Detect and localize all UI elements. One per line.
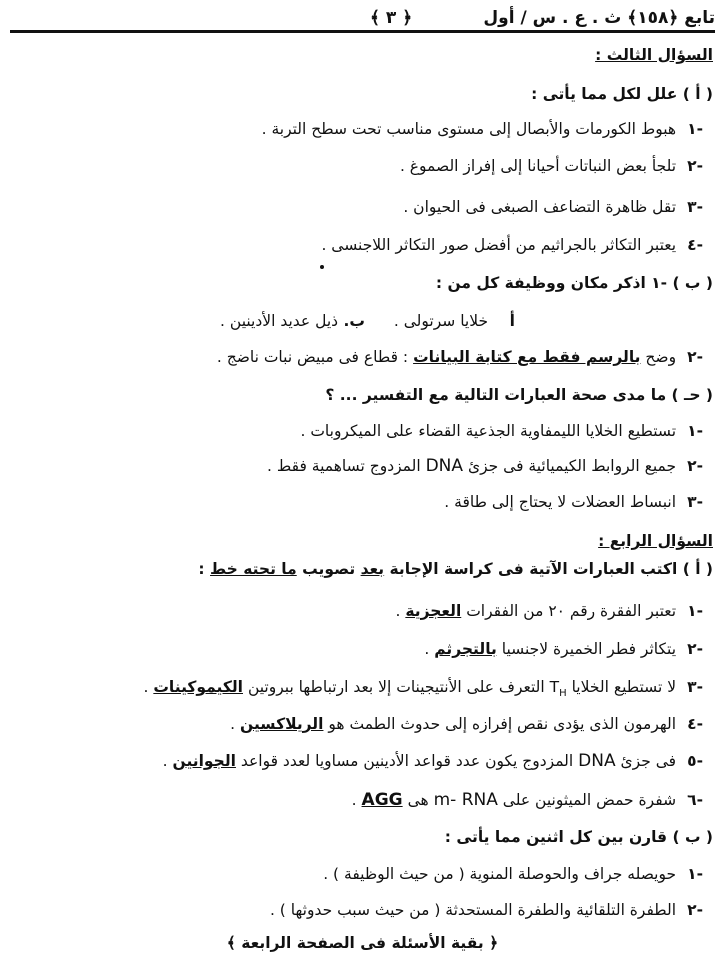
header-title: تابع ﴿١٥٨﴾ ث . ع . س / أول xyxy=(483,7,715,28)
q4b-label: ( ب ) قارن بين كل اثنين مما يأتى : xyxy=(444,828,713,846)
q4a-item-1: -١ تعتبر الفقرة رقم ٢٠ من الفقرات العجزية . xyxy=(395,602,703,620)
q3c-item-1: -١ تستطيع الخلايا الليمفاوية الجذعية القضاء على الميكروبات . xyxy=(300,422,703,440)
q3c-item-3: -٣ انبساط العضلات لا يحتاج إلى طاقة . xyxy=(444,493,703,511)
page-number: ﴿ ٣ ﴾ xyxy=(370,7,413,28)
q4a-item-4: -٤ الهرمون الذى يؤدى نقص إفرازه إلى حدوث الطمث هو الريلاكسين . xyxy=(230,715,703,733)
q4-title: السؤال الرابع : xyxy=(598,532,713,550)
q4a-label: ( أ ) اكتب العبارات الآتية فى كراسة الإجابة بعد تصويب ما تحته خط : xyxy=(198,560,713,578)
q3a-label: ( أ ) علل لكل مما يأتى : xyxy=(531,85,713,103)
q4a-item-5: -٥ فى جزئ DNA المزدوج يكون عدد قواعد الأدينين مساويا لعدد قواعد الجوانين . xyxy=(162,751,703,771)
q3c-item-2: -٢ جميع الروابط الكيميائية فى جزئ DNA المزدوج تساهمية فقط . xyxy=(267,456,703,476)
footer-note: ﴿ بقية الأسئلة فى الصفحة الرابعة ﴾ xyxy=(226,934,499,952)
q4a-item-6: -٦ شفرة حمض الميثونين على m- RNA هى AGG . xyxy=(351,790,703,810)
q3a-item-1: -١ هبوط الكورمات والأبصال إلى مستوى مناسب تحت سطح التربة . xyxy=(261,120,703,138)
q4b-item-2: -٢ الطفرة التلقائية والطفرة المستحدثة ( من حيث سبب حدوثها ) . xyxy=(269,901,703,919)
page-header xyxy=(10,4,715,33)
q4b-item-1: -١ حويصله جراف والحوصلة المنوية ( من حيث الوظيفة ) . xyxy=(323,865,703,883)
q3b-item-2: -٢ وضح بالرسم فقط مع كتابة البيانات : قطاع فى مبيض نبات ناضج . xyxy=(216,348,703,366)
q4a-item-2: -٢ يتكاثر فطر الخميرة لاجنسيا بالتجرثم . xyxy=(424,640,703,658)
q3b-option-b: ب. ذيل عديد الأدينين . xyxy=(220,312,365,330)
q3c-label: ( حـ ) ما مدى صحة العبارات التالية مع التفسير ... ؟ xyxy=(325,386,713,404)
scan-dot xyxy=(320,265,324,269)
q3b-label: ( ب ) -١ اذكر مكان ووظيفة كل من : xyxy=(435,274,713,292)
q3a-item-4: -٤ يعتبر التكاثر بالجراثيم من أفضل صور التكاثر اللاجنسى . xyxy=(321,236,703,254)
q3a-item-3: -٣ تقل ظاهرة التضاعف الصبغى فى الحيوان . xyxy=(403,198,703,216)
q4a-item-3: -٣ لا تستطيع الخلايا $T_H$ التعرف على الأنتيجينات إلا بعد ارتباطها ببروتين الكيموكينات . xyxy=(143,678,703,700)
q3a-item-2: -٢ تلجأ بعض النباتات أحيانا إلى إفراز الصموغ . xyxy=(399,157,703,175)
q3-title: السؤال الثالث : xyxy=(595,46,713,64)
q3b-option-a: أ خلايا سرتولى . xyxy=(393,312,515,330)
